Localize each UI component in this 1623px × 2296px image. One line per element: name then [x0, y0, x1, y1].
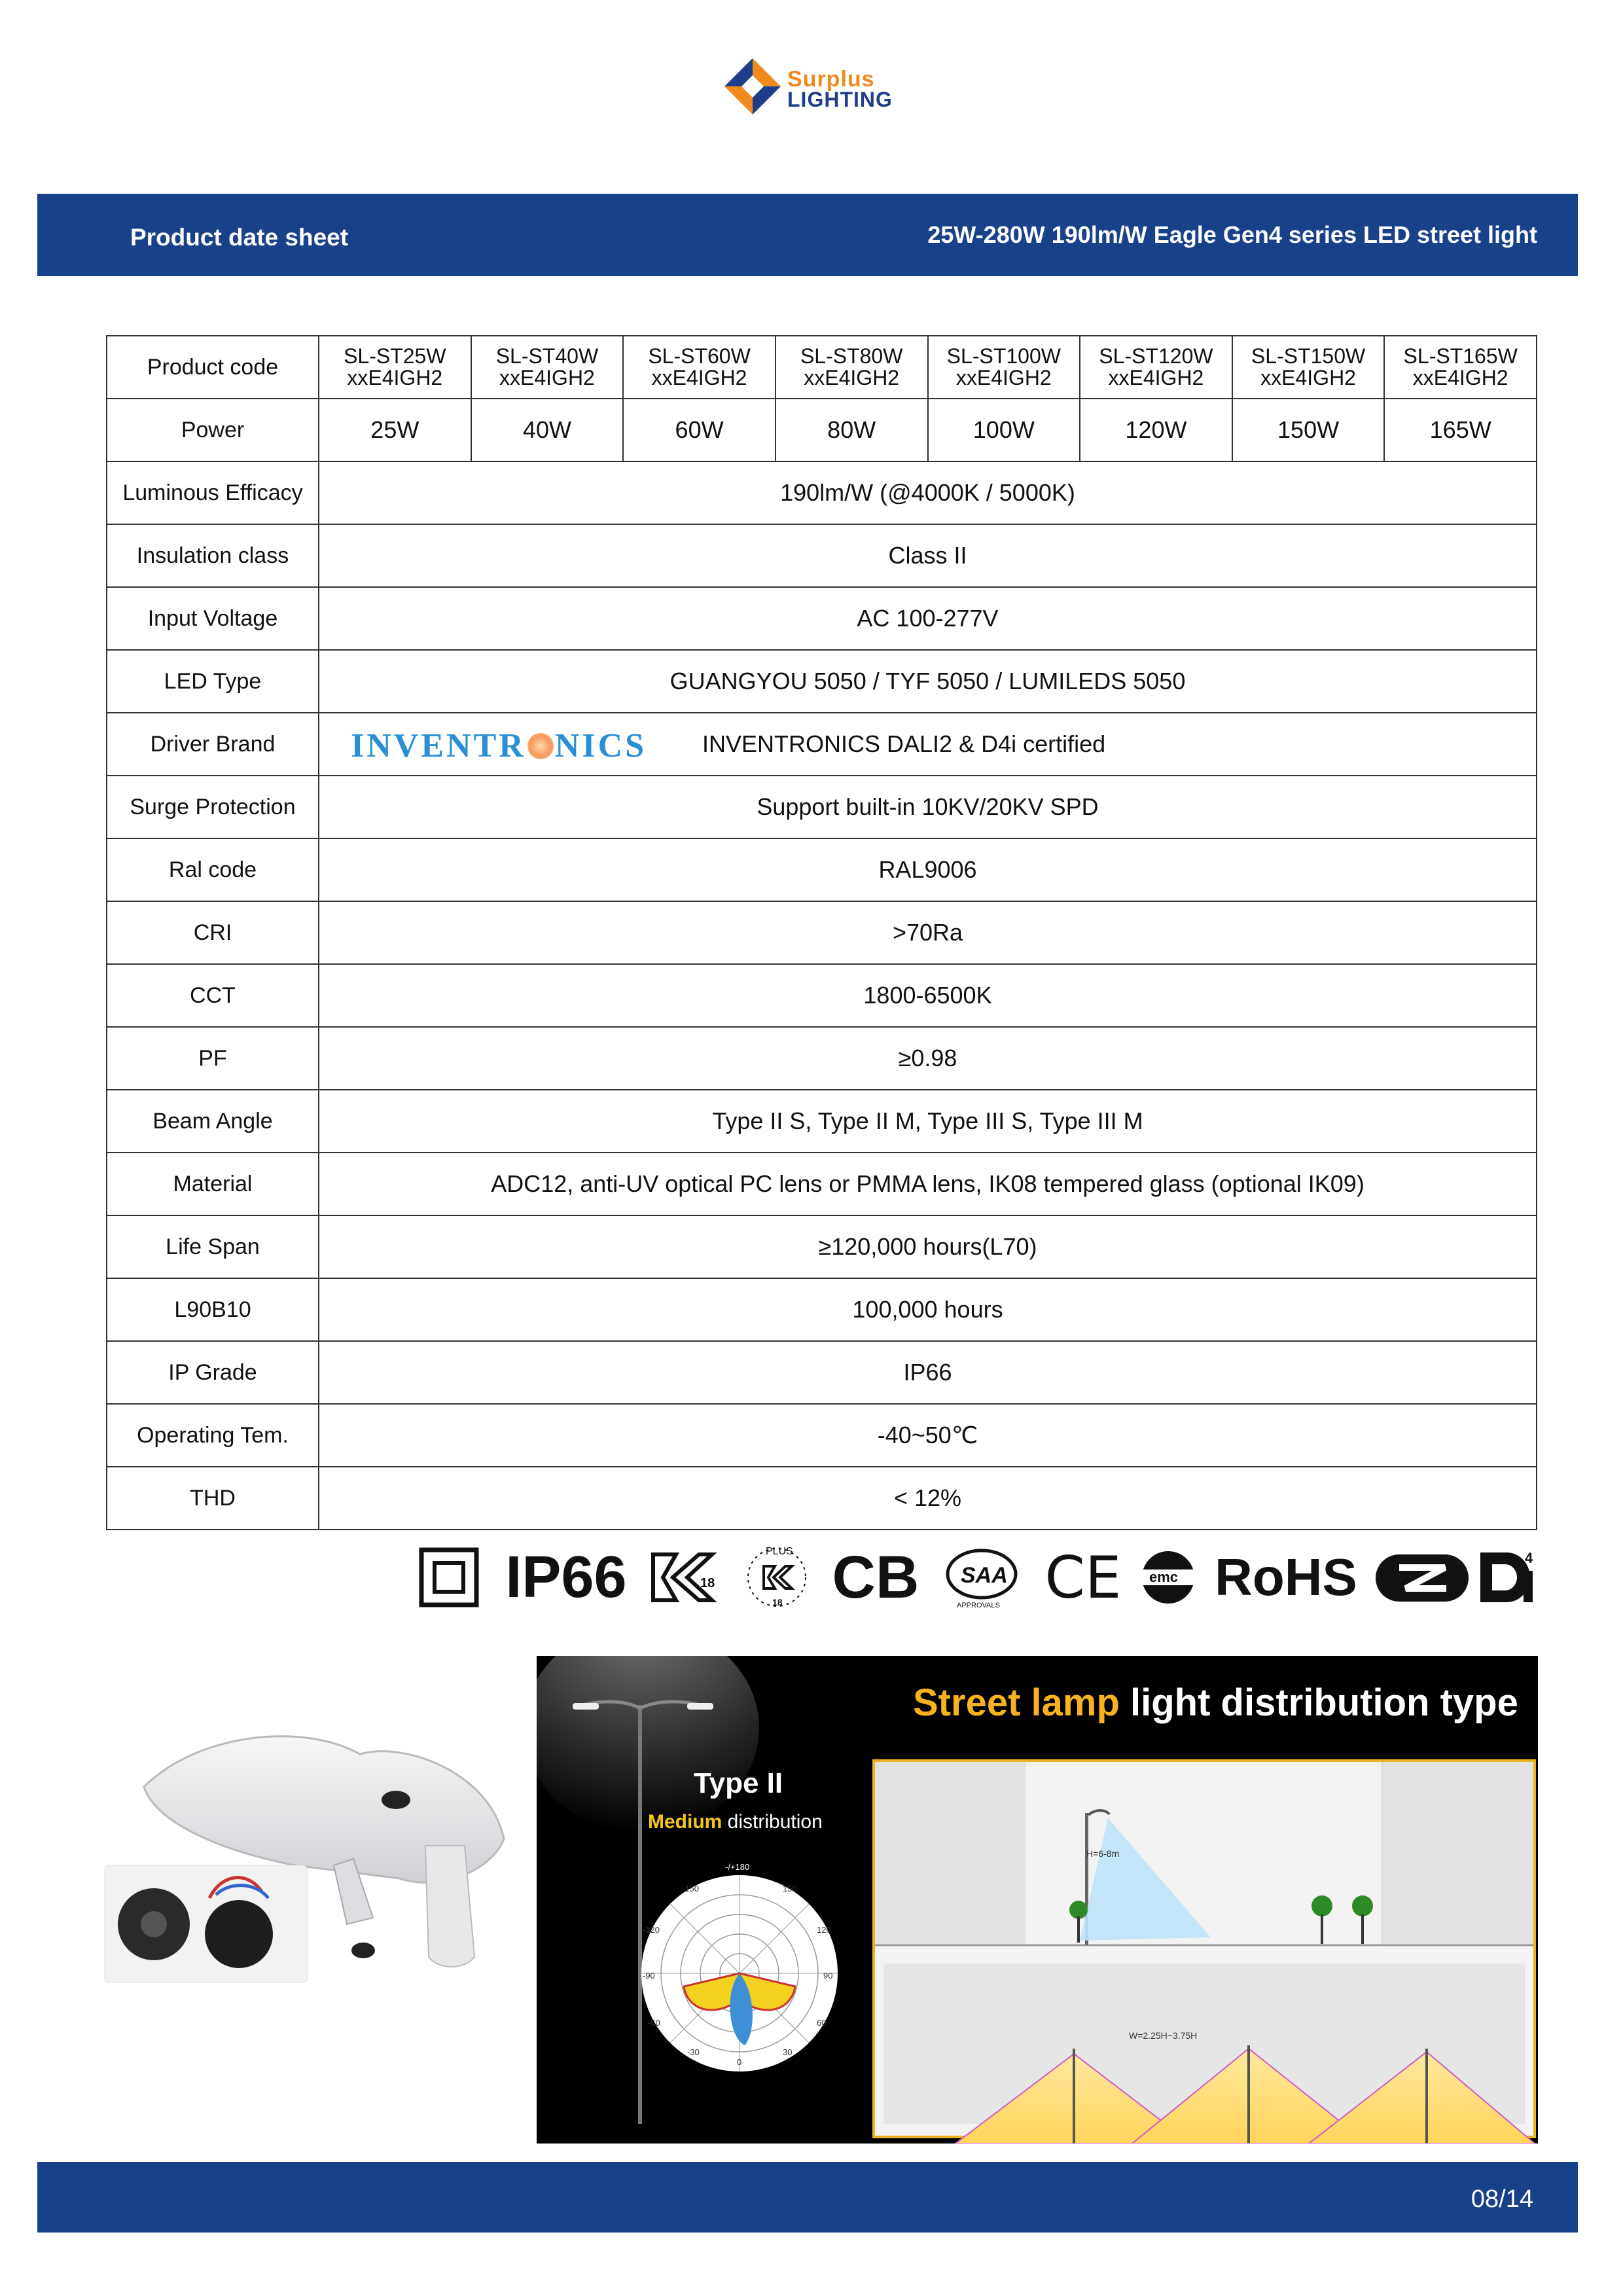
row-value: < 12%: [319, 1467, 1537, 1530]
inventronics-logo: INVENTR NICS: [351, 727, 647, 764]
cb-icon: CB: [832, 1543, 919, 1611]
row-label: Input Voltage: [107, 587, 319, 650]
product-photo: [98, 1695, 510, 1983]
row-label: Driver Brand: [107, 713, 319, 776]
row-label: Insulation class: [107, 524, 319, 587]
power-cell: 80W: [776, 399, 928, 461]
k-mark-icon: [647, 1541, 719, 1613]
svg-text:-120: -120: [643, 1925, 660, 1935]
row-label: Ral code: [107, 838, 319, 901]
svg-text:150: 150: [783, 1884, 797, 1893]
table-row: [107, 1153, 1537, 1215]
document-title: Product date sheet: [130, 224, 349, 251]
row-label: Operating Tem.: [107, 1404, 319, 1467]
row-value: >70Ra: [319, 901, 1537, 964]
ce-icon: CE: [1044, 1543, 1122, 1611]
product-code-cell: SL-ST40W xxE4IGH2: [471, 336, 624, 399]
row-value: 1800-6500K: [319, 964, 1537, 1027]
product-code-cell: SL-ST120W xxE4IGH2: [1080, 336, 1232, 399]
row-value: [319, 713, 1537, 776]
row-label: THD: [107, 1467, 319, 1530]
row-value: Support built-in 10KV/20KV SPD: [319, 776, 1537, 838]
svg-text:18: 18: [772, 1597, 783, 1607]
row-label: CRI: [107, 901, 319, 964]
table-row: [107, 650, 1537, 713]
table-row-driver-brand: [107, 713, 1537, 776]
svg-text:APPROVALS: APPROVALS: [957, 1602, 1000, 1609]
svg-text:PLUS: PLUS: [766, 1546, 793, 1557]
power-cell: 25W: [319, 399, 471, 461]
table-row: [107, 587, 1537, 650]
svg-text:4: 4: [1525, 1550, 1533, 1566]
row-value: Type II S, Type II M, Type III S, Type III M: [319, 1090, 1537, 1153]
row-label: Product code: [107, 336, 319, 399]
svg-text:H=6-8m: H=6-8m: [1086, 1848, 1120, 1859]
svg-text:emc: emc: [1149, 1569, 1179, 1585]
table-row: [107, 524, 1537, 587]
table-row: [107, 1215, 1537, 1278]
svg-text:-/+180: -/+180: [725, 1862, 750, 1872]
emc-icon: [1139, 1541, 1198, 1613]
table-row: [107, 1278, 1537, 1341]
header-bar: [37, 194, 1578, 276]
table-row: [107, 838, 1537, 901]
table-row: [107, 1341, 1537, 1404]
svg-text:-150: -150: [682, 1884, 700, 1893]
product-code-cell: SL-ST60W xxE4IGH2: [623, 336, 776, 399]
table-row: [107, 1404, 1537, 1467]
row-value: Class II: [319, 524, 1537, 587]
svg-text:120: 120: [817, 1925, 831, 1935]
row-value: ≥120,000 hours(L70): [319, 1215, 1537, 1278]
power-cell: 40W: [471, 399, 624, 461]
table-row: [107, 461, 1537, 524]
table-row: [107, 1090, 1537, 1153]
zhaga-icon: [1373, 1541, 1471, 1613]
power-cell: 100W: [928, 399, 1080, 461]
product-code-cell: SL-ST25W xxE4IGH2: [319, 336, 471, 399]
spec-table: [106, 335, 1537, 1530]
svg-text:W=2.25H~3.75H: W=2.25H~3.75H: [1129, 2030, 1198, 2041]
table-row: [107, 964, 1537, 1027]
product-code-cell: SL-ST165W xxE4IGH2: [1384, 336, 1537, 399]
row-value: 100,000 hours: [319, 1278, 1537, 1341]
power-cell: 120W: [1080, 399, 1232, 461]
logo-text-lighting: LIGHTING: [787, 88, 893, 111]
product-title: 25W-280W 190lm/W Eagle Gen4 series LED street light: [927, 221, 1537, 248]
row-label: IP Grade: [107, 1341, 319, 1404]
product-code-cell: SL-ST150W xxE4IGH2: [1232, 336, 1385, 399]
class-ii-icon: [419, 1541, 479, 1613]
ip66-icon: IP66: [505, 1544, 627, 1610]
row-label: PF: [107, 1027, 319, 1090]
product-code-cell: SL-ST80W xxE4IGH2: [776, 336, 928, 399]
svg-text:-90: -90: [643, 1971, 655, 1981]
svg-text:-60: -60: [648, 2018, 660, 2028]
type-label: Type II: [694, 1767, 783, 1799]
row-label: Luminous Efficacy: [107, 461, 319, 524]
svg-text:90: 90: [823, 1971, 833, 1981]
row-label: CCT: [107, 964, 319, 1027]
row-value: ADC12, anti-UV optical PC lens or PMMA lens, IK08 tempered glass (optional IK09): [319, 1153, 1537, 1215]
svg-text:18: 18: [700, 1576, 715, 1590]
page-number: 08/14: [1471, 2185, 1533, 2213]
product-code-cell: SL-ST100W xxE4IGH2: [928, 336, 1080, 399]
driver-brand-text: INVENTRONICS DALI2 & D4i certified: [702, 730, 1106, 757]
svg-text:30: 30: [783, 2047, 793, 2057]
svg-text:60: 60: [817, 2018, 827, 2028]
table-row: [107, 1467, 1537, 1530]
table-row-product-code: [107, 336, 1537, 399]
row-label: LED Type: [107, 650, 319, 713]
svg-text:-30: -30: [687, 2047, 700, 2057]
row-label: Surge Protection: [107, 776, 319, 838]
distribution-title: Street lamp light distribution type: [913, 1681, 1518, 1724]
row-value: 190lm/W (@4000K / 5000K): [319, 461, 1537, 524]
table-row: [107, 1027, 1537, 1090]
rohs-icon: RoHS: [1215, 1548, 1357, 1606]
table-row: [107, 901, 1537, 964]
row-value: RAL9006: [319, 838, 1537, 901]
footer-bar: [37, 2162, 1578, 2233]
row-value: -40~50℃: [319, 1404, 1537, 1467]
power-cell: 60W: [623, 399, 776, 461]
svg-text:0: 0: [737, 2057, 742, 2067]
row-label: Life Span: [107, 1215, 319, 1278]
power-cell: 165W: [1384, 399, 1537, 461]
table-row-power: [107, 399, 1537, 461]
row-value: AC 100-277V: [319, 587, 1537, 650]
row-value: GUANGYOU 5050 / TYF 5050 / LUMILEDS 5050: [319, 650, 1537, 713]
logo-mark-icon: [723, 57, 782, 116]
row-label: Material: [107, 1153, 319, 1215]
d4i-icon: [1475, 1541, 1538, 1613]
row-value: IP66: [319, 1341, 1537, 1404]
row-label: Power: [107, 399, 319, 461]
light-distribution-panel: [537, 1656, 1538, 2144]
saa-icon: [942, 1541, 1021, 1613]
distribution-subtitle: Medium distribution: [648, 1811, 823, 1833]
logo-text-surplus: Surplus: [787, 67, 875, 92]
certification-strip: [419, 1541, 1538, 1613]
power-cell: 150W: [1232, 399, 1385, 461]
table-row: [107, 776, 1537, 838]
k-plus-mark-icon: [741, 1541, 813, 1613]
svg-text:SAA: SAA: [961, 1563, 1008, 1588]
sun-icon: [527, 733, 554, 759]
row-label: Beam Angle: [107, 1090, 319, 1153]
company-logo: [723, 54, 900, 119]
row-value: ≥0.98: [319, 1027, 1537, 1090]
row-label: L90B10: [107, 1278, 319, 1341]
